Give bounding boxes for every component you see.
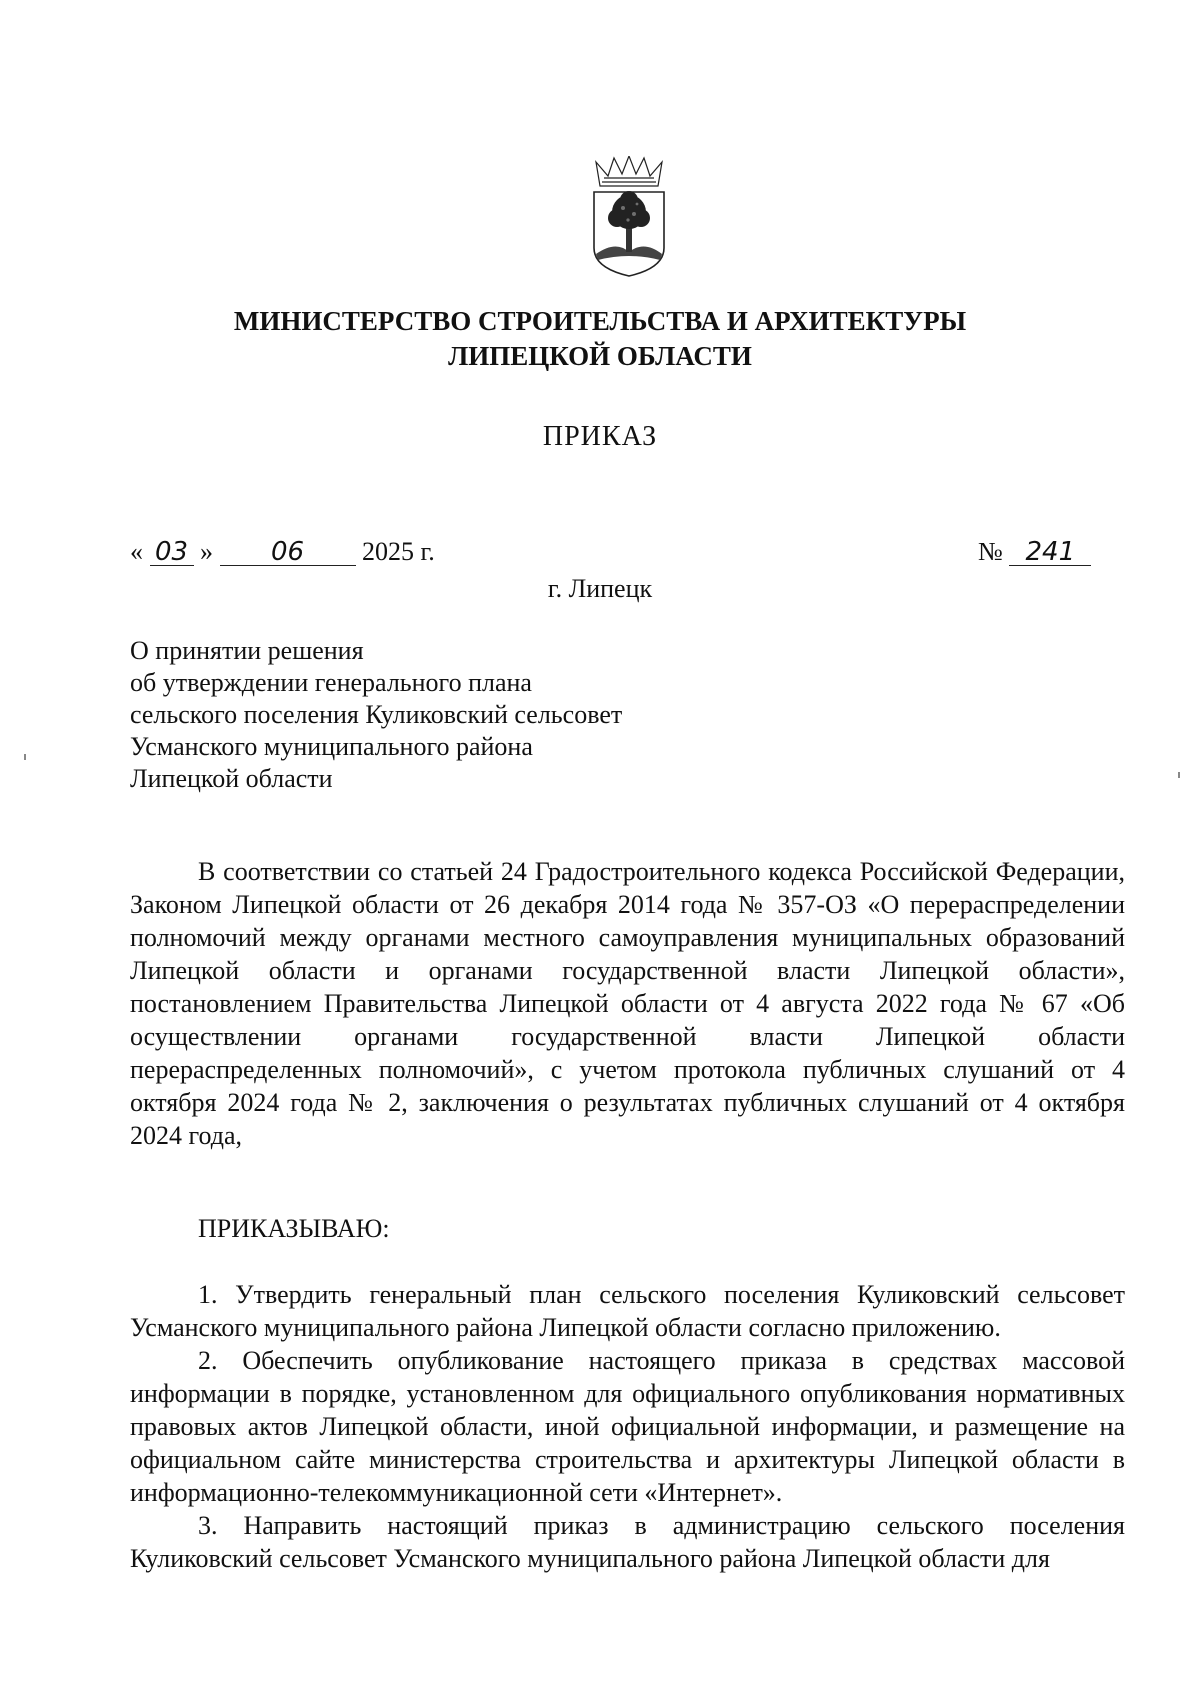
- order-items: [130, 1278, 1125, 1575]
- order-date: [130, 536, 435, 568]
- document-type: ПРИКАЗ: [542, 421, 658, 452]
- organization-title-line1: МИНИСТЕРСТВО СТРОИТЕЛЬСТВА И АРХИТЕКТУРЫ: [233, 306, 967, 336]
- handwritten-number: 241: [1009, 539, 1091, 566]
- order-number: [978, 536, 1091, 568]
- scan-artifact: [24, 754, 26, 760]
- order-subject: [130, 635, 622, 795]
- coat-of-arms-emblem: [586, 156, 672, 280]
- subject-line: О принятии решения: [130, 636, 364, 665]
- subject-line: Усманского муниципального района: [130, 732, 533, 761]
- number-sign: №: [978, 537, 1003, 566]
- subject-line: об утверждении генерального плана: [130, 668, 532, 697]
- order-item: 2. Обеспечить опубликование настоящего приказа в средствах массовой информации в порядке, установленном для официального опубликования нормативных правовых актов Липецкой области, иной официальной информации, и размещение на официальном сайте министерства строительства и архитектуры Липецкой области в информационно-телекоммуникационной сети «Интернет».: [130, 1346, 1125, 1507]
- order-item: 1. Утвердить генеральный план сельского поселения Куликовский сельсовет Усманского муниципального района Липецкой области согласно приложению.: [130, 1280, 1125, 1342]
- scan-artifact: [1178, 772, 1180, 778]
- order-keyword: ПРИКАЗЫВАЮ:: [198, 1214, 390, 1243]
- handwritten-month: 06: [220, 539, 356, 566]
- quote-open: «: [130, 537, 143, 566]
- organization-title-line2: ЛИПЕЦКОЙ ОБЛАСТИ: [448, 341, 752, 371]
- organization-title: [0, 304, 1200, 374]
- preamble-paragraph: В соответствии со статьей 24 Градостроительного кодекса Российской Федерации, Законом Липецкой области от 26 декабря 2014 года № 357-ОЗ «О перераспределении полномочий между органами местного самоуправления муниципальных образований Липецкой области и органами государственной власти Липецкой области», постановлением Правительства Липецкой области от 4 августа 2022 года № 67 «Об осуществлении органами государственной власти Липецкой области перераспределенных полномочий», с учетом протокола публичных слушаний от 4 октября 2024 года № 2, заключения о результатах публичных слушаний от 4 октября 2024 года,: [130, 857, 1125, 1150]
- handwritten-day: 03: [150, 539, 194, 566]
- order-item: 3. Направить настоящий приказ в администрацию сельского поселения Куликовский сельсовет Усманского муниципального района Липецкой области для: [130, 1511, 1125, 1573]
- subject-line: сельского поселения Куликовский сельсовет: [130, 700, 623, 729]
- crown-icon: [596, 156, 662, 186]
- subject-line: Липецкой области: [130, 764, 333, 793]
- quote-close: »: [200, 537, 213, 566]
- order-city: г. Липецк: [547, 574, 653, 603]
- order-year: 2025 г.: [362, 537, 435, 566]
